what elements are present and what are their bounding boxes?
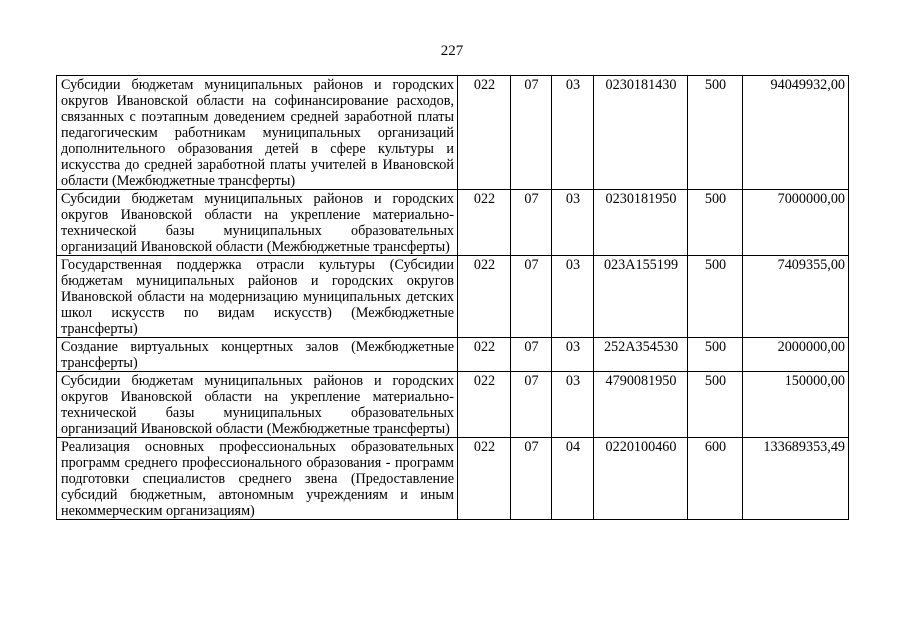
table-row <box>57 190 849 256</box>
ministry-code-cell: 022 <box>458 438 511 520</box>
ministry-code-cell: 022 <box>458 256 511 338</box>
ministry-code-cell: 022 <box>458 338 511 372</box>
target-item-code-cell: 0230181950 <box>594 190 688 256</box>
expense-description-cell: Создание виртуальных концертных залов (Межбюджетные трансферты) <box>57 338 458 372</box>
expense-type-code-cell: 500 <box>688 190 743 256</box>
amount-cell: 94049932,00 <box>743 76 849 190</box>
subsection-code-cell: 03 <box>552 256 594 338</box>
amount-cell: 150000,00 <box>743 372 849 438</box>
section-code-cell: 07 <box>511 256 552 338</box>
subsection-code-cell: 03 <box>552 372 594 438</box>
expense-description-cell: Реализация основных профессиональных образовательных программ среднего профессионального образования - программ подготовки специалистов среднего звена (Предоставление субсидий бюджетным, автономным учреждениям и иным некоммерческим организациям) <box>57 438 458 520</box>
table-row <box>57 76 849 190</box>
budget-table <box>56 75 849 520</box>
amount-cell: 2000000,00 <box>743 338 849 372</box>
ministry-code-cell: 022 <box>458 190 511 256</box>
ministry-code-cell: 022 <box>458 372 511 438</box>
expense-description-cell: Государственная поддержка отрасли культуры (Субсидии бюджетам муниципальных районов и городских округов Ивановской области на модернизацию муниципальных детских школ искусств по видам искусств) (Межбюджетные трансферты) <box>57 256 458 338</box>
table-row <box>57 372 849 438</box>
amount-cell: 133689353,49 <box>743 438 849 520</box>
target-item-code-cell: 4790081950 <box>594 372 688 438</box>
table-row <box>57 256 849 338</box>
section-code-cell: 07 <box>511 338 552 372</box>
section-code-cell: 07 <box>511 438 552 520</box>
subsection-code-cell: 03 <box>552 76 594 190</box>
subsection-code-cell: 03 <box>552 190 594 256</box>
table-body <box>57 76 849 520</box>
target-item-code-cell: 0230181430 <box>594 76 688 190</box>
expense-description-cell: Субсидии бюджетам муниципальных районов и городских округов Ивановской области на укрепление материально-технической базы муниципальных образовательных организаций Ивановской области (Межбюджетные трансферты) <box>57 372 458 438</box>
table-row <box>57 338 849 372</box>
target-item-code-cell: 023А155199 <box>594 256 688 338</box>
expense-type-code-cell: 600 <box>688 438 743 520</box>
expense-type-code-cell: 500 <box>688 76 743 190</box>
target-item-code-cell: 252А354530 <box>594 338 688 372</box>
target-item-code-cell: 0220100460 <box>594 438 688 520</box>
page-number: 227 <box>440 43 464 59</box>
subsection-code-cell: 03 <box>552 338 594 372</box>
amount-cell: 7000000,00 <box>743 190 849 256</box>
expense-description-cell: Субсидии бюджетам муниципальных районов и городских округов Ивановской области на укрепление материально-технической базы муниципальных образовательных организаций Ивановской области (Межбюджетные трансферты) <box>57 190 458 256</box>
expense-type-code-cell: 500 <box>688 256 743 338</box>
expense-type-code-cell: 500 <box>688 338 743 372</box>
expense-type-code-cell: 500 <box>688 372 743 438</box>
section-code-cell: 07 <box>511 372 552 438</box>
subsection-code-cell: 04 <box>552 438 594 520</box>
amount-cell: 7409355,00 <box>743 256 849 338</box>
ministry-code-cell: 022 <box>458 76 511 190</box>
table-row <box>57 438 849 520</box>
section-code-cell: 07 <box>511 76 552 190</box>
section-code-cell: 07 <box>511 190 552 256</box>
expense-description-cell: Субсидии бюджетам муниципальных районов и городских округов Ивановской области на софинансирование расходов, связанных с поэтапным доведением средней заработной платы педагогическим работникам муниципальных организаций дополнительного образования детей в сфере культуры и искусства до средней заработной платы учителей в Ивановской области (Межбюджетные трансферты) <box>57 76 458 190</box>
